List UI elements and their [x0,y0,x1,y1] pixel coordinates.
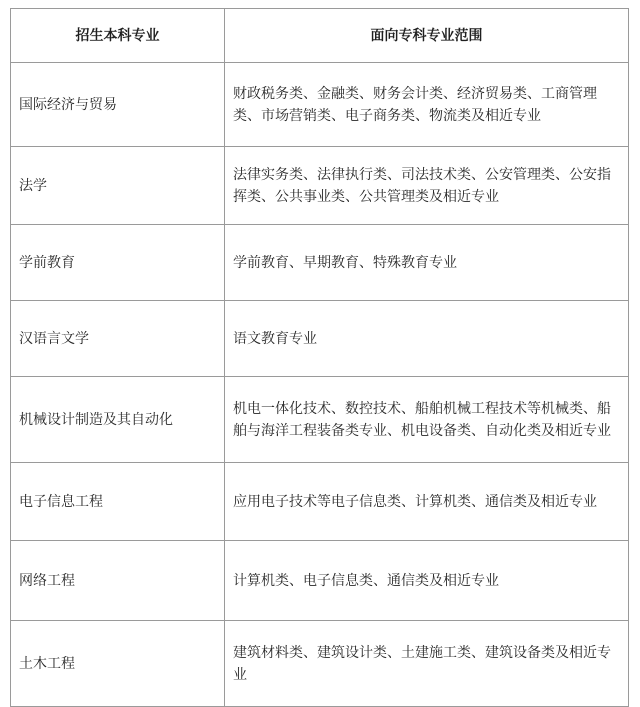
cell-scope: 学前教育、早期教育、特殊教育专业 [225,225,629,301]
cell-scope: 应用电子技术等电子信息类、计算机类、通信类及相近专业 [225,463,629,541]
cell-major: 法学 [11,147,225,225]
cell-major: 网络工程 [11,541,225,621]
cell-scope: 建筑材料类、建筑设计类、土建施工类、建筑设备类及相近专业 [225,621,629,707]
header-undergrad-major: 招生本科专业 [11,9,225,63]
cell-scope: 计算机类、电子信息类、通信类及相近专业 [225,541,629,621]
table-row [11,541,629,621]
table-header-row [11,9,629,63]
table-row [11,225,629,301]
table-row [11,621,629,707]
cell-major: 土木工程 [11,621,225,707]
cell-major: 汉语言文学 [11,301,225,377]
table-row [11,301,629,377]
header-college-scope: 面向专科专业范围 [225,9,629,63]
cell-major: 国际经济与贸易 [11,63,225,147]
table-row [11,377,629,463]
table-row [11,63,629,147]
cell-scope: 法律实务类、法律执行类、司法技术类、公安管理类、公安指挥类、公共事业类、公共管理类及相近专业 [225,147,629,225]
table-row [11,147,629,225]
cell-major: 电子信息工程 [11,463,225,541]
cell-scope: 财政税务类、金融类、财务会计类、经济贸易类、工商管理类、市场营销类、电子商务类、物流类及相近专业 [225,63,629,147]
cell-scope: 机电一体化技术、数控技术、船舶机械工程技术等机械类、船舶与海洋工程装备类专业、机电设备类、自动化类及相近专业 [225,377,629,463]
cell-scope: 语文教育专业 [225,301,629,377]
major-mapping-table [10,8,629,707]
cell-major: 机械设计制造及其自动化 [11,377,225,463]
table-row [11,463,629,541]
major-table-container [10,8,628,707]
cell-major: 学前教育 [11,225,225,301]
